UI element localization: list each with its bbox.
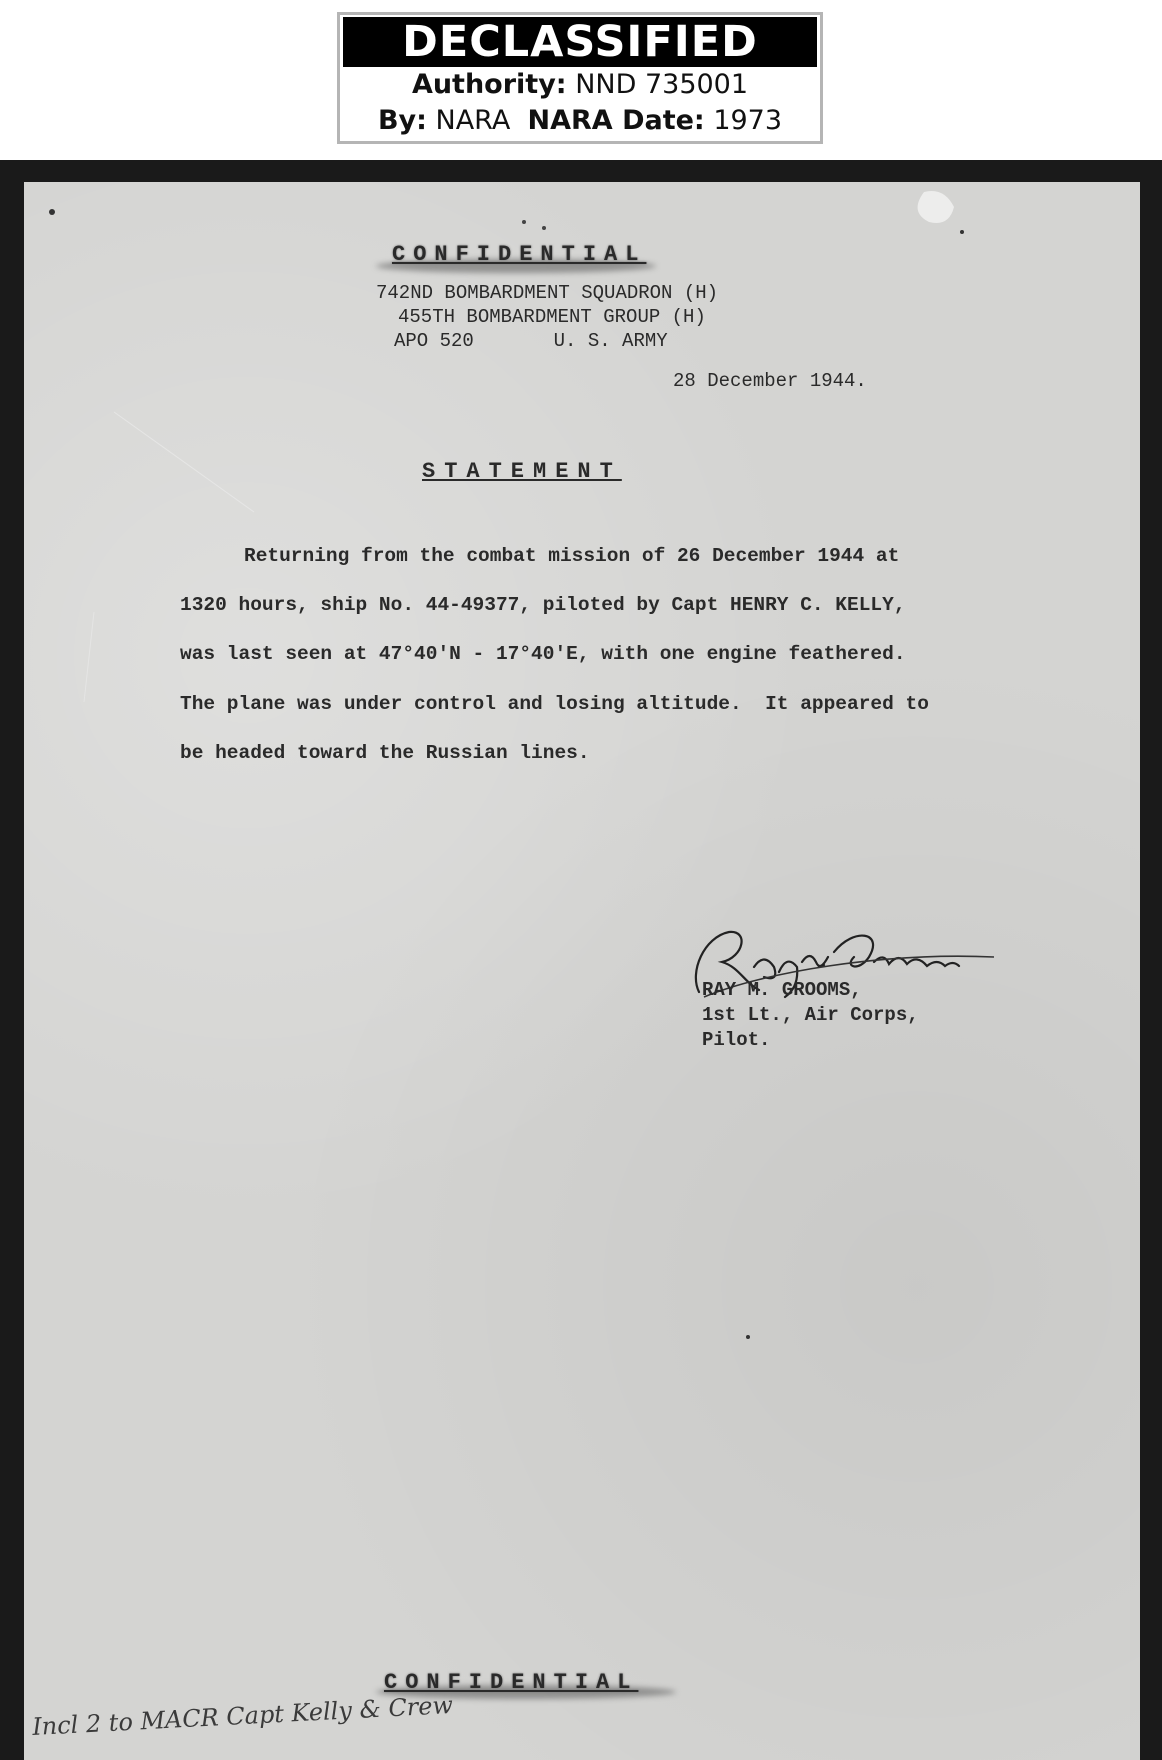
nara-date-label: NARA Date:: [527, 105, 705, 136]
stamp-authority-line: [340, 67, 820, 103]
header-line-3: APO 520 U. S. ARMY: [394, 330, 668, 352]
authority-label: Authority:: [411, 69, 567, 100]
body-line-2: 1320 hours, ship No. 44-49377, piloted by Capt HENRY C. KELLY,: [180, 594, 906, 616]
classification-bottom: CONFIDENTIAL: [384, 1670, 639, 1695]
signer-role: Pilot.: [702, 1029, 771, 1051]
classification-top: CONFIDENTIAL: [392, 242, 647, 267]
signer-rank: 1st Lt., Air Corps,: [702, 1004, 919, 1026]
document-date: 28 December 1944.: [673, 370, 867, 392]
authority-value: NND 735001: [575, 69, 749, 100]
statement-title: STATEMENT: [422, 459, 622, 484]
stamp-by-line: [340, 103, 820, 139]
document-paper: [24, 182, 1140, 1760]
header-line-1: 742ND BOMBARDMENT SQUADRON (H): [376, 282, 719, 304]
stamp-title: DECLASSIFIED: [343, 17, 817, 67]
header-line-2: 455TH BOMBARDMENT GROUP (H): [398, 306, 706, 328]
signer-name: RAY M. GROOMS,: [702, 979, 862, 1001]
nara-date-value: 1973: [713, 105, 783, 136]
signature-block: [702, 978, 919, 1053]
body-line-1: Returning from the combat mission of 26 December 1944 at: [244, 545, 900, 567]
body-line-4: The plane was under control and losing altitude. It appeared to: [180, 693, 929, 715]
by-value: NARA: [435, 105, 511, 136]
body-line-5: be headed toward the Russian lines.: [180, 742, 590, 764]
by-label: By:: [377, 105, 427, 136]
handwritten-note: Incl 2 to MACR Capt Kelly & Crew: [31, 1690, 454, 1742]
scanned-document: [0, 160, 1162, 1760]
declassified-stamp: [337, 12, 823, 144]
body-line-3: was last seen at 47°40'N - 17°40'E, with one engine feathered.: [180, 643, 906, 665]
